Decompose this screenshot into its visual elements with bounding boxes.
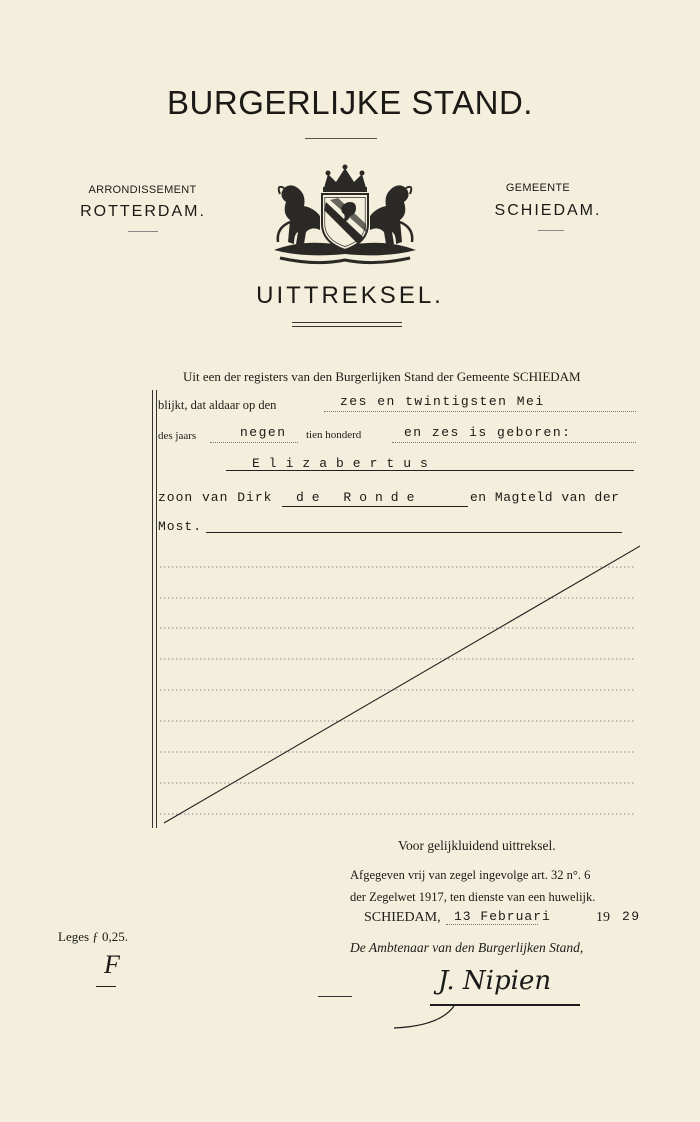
date-prefix: blijkt, dat aldaar op den: [158, 398, 277, 412]
issued-line-2: der Zegelwet 1917, ten dienste van een huwelijk.: [350, 890, 596, 904]
year-part-2: en zes is geboren:: [404, 425, 572, 440]
cancelled-rows: [158, 540, 640, 830]
mother-name-end: Most.: [158, 519, 203, 534]
official-title: De Ambtenaar van den Burgerlijken Stand,: [350, 940, 584, 955]
mother-name: en Magteld van der: [470, 490, 620, 505]
name-line: [226, 470, 634, 471]
arrondissement-value: ROTTERDAM.: [80, 203, 206, 220]
uittreksel-rule-2: [292, 326, 402, 327]
gemeente-label: GEMEENTE: [505, 182, 571, 194]
document-type: UITTREKSEL.: [256, 282, 444, 309]
margin-line-1: [152, 390, 153, 828]
gemeente-rule: [538, 230, 564, 231]
arrondissement-label: ARRONDISSEMENT: [88, 184, 197, 196]
title-rule: [305, 138, 377, 139]
issue-year: 29: [622, 909, 641, 924]
gemeente-value: SCHIEDAM.: [494, 202, 602, 219]
fee-initial-underline: [96, 986, 116, 987]
register-line: Uit een der registers van den Burgerlijken Stand der Gemeente SCHIEDAM: [183, 369, 581, 384]
document-title: BURGERLIJKE STAND.: [167, 84, 533, 121]
coat-of-arms-icon: [266, 162, 424, 268]
conform-statement: Voor gelijkluidend uittreksel.: [398, 838, 556, 853]
father-prefix: zoon van Dirk: [158, 490, 273, 505]
official-signature: J. Nipien: [438, 966, 552, 996]
year-mid: tien honderd: [306, 429, 362, 441]
arrondissement-rule: [128, 231, 158, 232]
fee: Leges ƒ 0,25.: [58, 929, 129, 944]
date-dotline: [324, 411, 636, 412]
margin-line-2: [156, 390, 157, 828]
uittreksel-rule-1: [292, 322, 402, 323]
year-dotline-2: [392, 442, 636, 443]
year-prefix: des jaars: [158, 430, 197, 442]
date-dotline-footer: [446, 924, 538, 925]
most-line: [206, 532, 622, 533]
year-prefix-footer: 19: [596, 910, 610, 925]
father-surname: de Ronde: [296, 490, 423, 505]
child-name: Elizabertus: [252, 456, 437, 471]
signature-dash: [318, 996, 352, 997]
fee-initial: F: [104, 950, 120, 979]
surname-line: [282, 506, 468, 507]
issue-date: 13 Februari: [454, 909, 551, 924]
issued-line-1: Afgegeven vrij van zegel ingevolge art. 32 n°. 6: [350, 868, 591, 882]
issue-place: SCHIEDAM,: [364, 910, 441, 925]
year-dotline-1: [210, 442, 298, 443]
year-part-1: negen: [240, 425, 287, 440]
birth-date: zes en twintigsten Mei: [340, 394, 545, 409]
signature-flourish: [390, 1004, 460, 1030]
